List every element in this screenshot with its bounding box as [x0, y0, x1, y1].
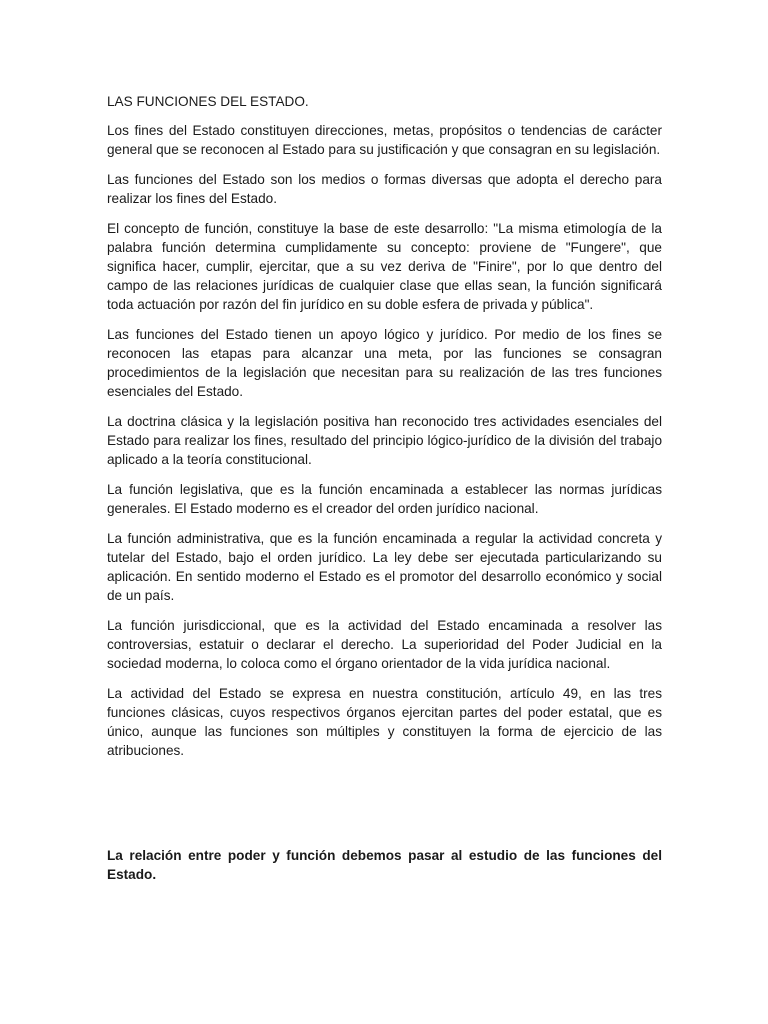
- blank-space: [107, 771, 662, 846]
- document-title: LAS FUNCIONES DEL ESTADO.: [107, 94, 309, 109]
- paragraph: Las funciones del Estado tienen un apoyo lógico y jurídico. Por medio de los fines se reconocen las etapas para alcanzar una meta, por las funciones se consagran procedimientos de la legislación que necesitan para su realización de las tres funciones esenciales del Estado.: [107, 327, 662, 399]
- paragraph: La actividad del Estado se expresa en nuestra constitución, artículo 49, en las tres funciones clásicas, cuyos respectivos órganos ejercitan partes del poder estatal, que es único, aunque las funciones son múltiples y constituyen la forma de ejercicio de las atribuciones.: [107, 686, 662, 758]
- paragraph: Los fines del Estado constituyen direcciones, metas, propósitos o tendencias de carácter general que se reconocen al Estado para su justificación y que consagran en su legislación.: [107, 123, 662, 157]
- paragraph: La función jurisdiccional, que es la actividad del Estado encaminada a resolver las controversias, estatuir o declarar el derecho. La superioridad del Poder Judicial en la sociedad moderna, lo coloca como el órgano orientador de la vida jurídica nacional.: [107, 618, 662, 671]
- paragraph: La función legislativa, que es la función encaminada a establecer las normas jurídicas generales. El Estado moderno es el creador del orden jurídico nacional.: [107, 482, 662, 516]
- paragraph: Las funciones del Estado son los medios o formas diversas que adopta el derecho para realizar los fines del Estado.: [107, 172, 662, 206]
- document-body: [107, 92, 662, 895]
- paragraph: La función administrativa, que es la función encaminada a regular la actividad concreta y tutelar del Estado, bajo el orden jurídico. La ley debe ser ejecutada particularizando su aplicación. En sentido moderno el Estado es el promotor del desarrollo económico y social de un país.: [107, 531, 662, 603]
- paragraph: La doctrina clásica y la legislación positiva han reconocido tres actividades esenciales del Estado para realizar los fines, resultado del principio lógico-jurídico de la división del trabajo aplicado a la teoría constitucional.: [107, 414, 662, 467]
- paragraph: El concepto de función, constituye la base de este desarrollo: "La misma etimología de la palabra función determina cumplidamente su concepto: proviene de "Fungere", que significa hacer, cumplir, ejercitar, que a su vez deriva de "Finire", por lo que dentro del campo de las relaciones jurídicas de cualquier clase que ellas sean, la función significará toda actuación por razón del fin jurídico en su doble esfera de privada y pública".: [107, 221, 662, 312]
- closing-statement: La relación entre poder y función debemos pasar al estudio de las funciones del Estado.: [107, 848, 662, 882]
